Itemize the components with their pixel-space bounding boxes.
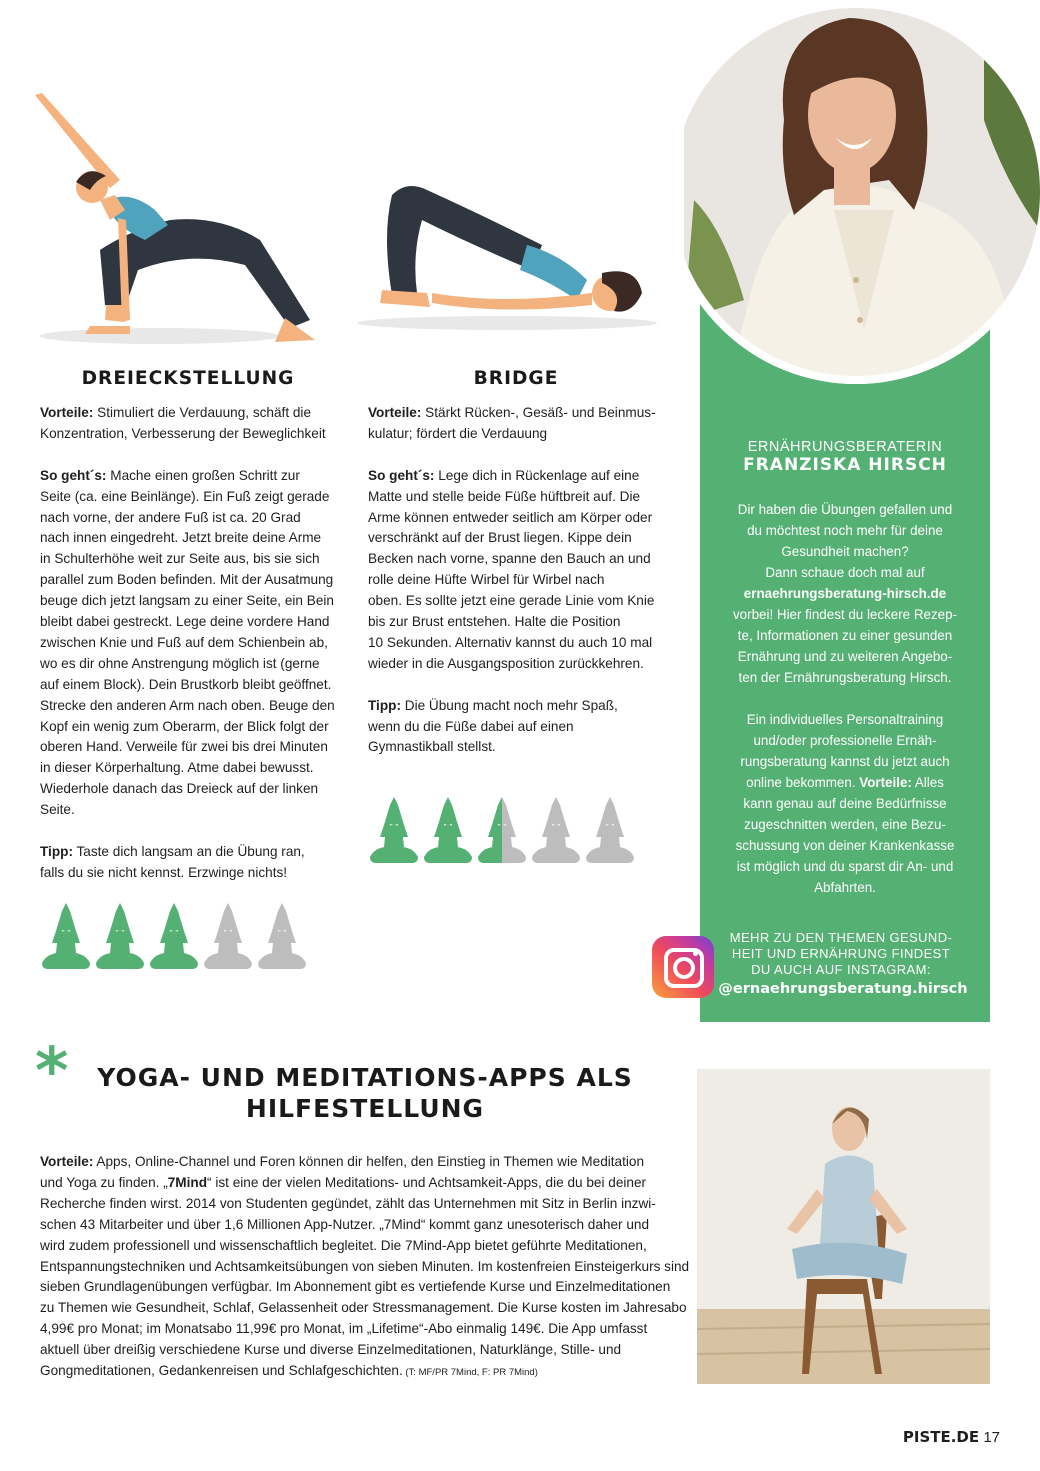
triangle-pose-illustration	[30, 90, 330, 350]
lotus-rating-icon	[148, 903, 200, 971]
instagram-promo: MEHR ZU DEN THEMEN GESUND- HEIT UND ERNÄHRUNG FINDEST DU AUCH AUF INSTAGRAM:	[729, 930, 953, 977]
pose1-text: Vorteile: Stimuliert die Verdauung, schäft die Konzentration, Verbesserung der Beweglichkeit So geht´s: Mache einen großen Schritt zur Seite (ca. eine Beinlänge). Ein Fuß zeigt gerade nach vorne, der andere Fuß ist ca. 20 Grad nach innen eingedreht. Jetzt breite deine Arme in Schulterhöhe weit zur Seite aus, bis sie sich parallel zum Boden befinden. Mit der Ausatmung beuge dich jetzt langsam zu einer Seite, ein Bein bleibt dabei gestreckt. Lege deine vordere Hand zwischen Knie und Fuß auf dem Schienbein ab, wo es dir ohne Anstrengung möglich ist (gerne auf einem Block). Dein Brustkorb bleibt geöffnet. Strecke den anderen Arm nach oben. Beuge den Kopf ein wenig zum Oberarm, der Blick folgt der oberen Hand. Verweile für zwei bis drei Minuten in dieser Körperhaltung. Atme dabei bewusst. Wiederhole danach das Dreieck auf der linken Seite. Tipp: Taste dich langsam an die Übung ran, falls du sie nicht kennst. Erzwinge nichts!	[40, 405, 335, 880]
page-footer	[840, 1428, 1000, 1446]
pose1-difficulty-rating	[40, 903, 310, 971]
apps-body-line: Gongmeditationen, Gedankenreisen und Schlafgeschichten. (T: MF/PR 7Mind, F: PR 7Mind)	[40, 1363, 538, 1379]
apps-body-line: Vorteile: Apps, Online-Channel und Foren können dir helfen, den Einstieg in Themen wie Meditation	[40, 1154, 645, 1169]
advisor-info-text: Dir haben die Übungen gefallen und du möchtest noch mehr für deine Gesundheit machen? Dann schaue doch mal auf ernaehrungsberatung-hirsch.de vorbei! Hier findest du leckere Rezep- te, Informationen zu einer gesunden Ernährung und zu weiteren Angebo- ten der Ernährungsberatung Hirsch. Ein individuelles Personaltraining und/oder professionelle Ernäh- rungsberatung kannst du jetzt auch online bekommen. Vorteile: Alles kann genau auf deine Bedürfnisse zugeschnitten werden, eine Bezu- schussung von deiner Krankenkasse ist möglich und du sparst dir An- und Abfahrten.	[706, 499, 984, 898]
apps-body-line: sieben Grundlagenübungen verfügbar. Im Abonnement gibt es vertiefende Kurse und Einzelmeditationen	[40, 1279, 671, 1295]
lotus-rating-icon	[584, 797, 636, 865]
lotus-rating-icon	[40, 903, 92, 971]
instagram-icon[interactable]	[652, 936, 714, 998]
apps-body-line: 4,99€ pro Monat; im Monatsabo 11,99€ pro Monat, im „Lifetime“-Abo einmalig 149€. Die App umfasst	[40, 1321, 648, 1337]
pose2-tipp-label: Tipp:	[368, 697, 401, 713]
lotus-rating-icon	[256, 903, 308, 971]
advisor-name: FRANZISKA HIRSCH	[743, 455, 947, 475]
apps-body	[40, 1152, 690, 1384]
pose2-vorteile-label: Vorteile:	[368, 405, 422, 420]
photo-credit: (T: MF/PR 7Mind, F: PR 7Mind)	[402, 1367, 538, 1379]
advisor-portrait	[684, 0, 1040, 390]
lotus-rating-icon	[530, 797, 582, 865]
lotus-rating-icon	[422, 797, 474, 865]
pose2-title: BRIDGE	[473, 368, 559, 389]
apps-body-line: schen 43 Mitarbeiter und über 1,6 Millionen App-Nutzer. „7Mind“ kommt ganz unesoterisch daher und	[40, 1216, 650, 1232]
meditation-photo	[697, 1069, 990, 1384]
asterisk-icon: *	[35, 1035, 69, 1109]
apps-body-line: aktuell über dreißig verschiedene Kurse und diverse Einzelmeditationen, Naturklänge, Stille- und	[40, 1342, 622, 1358]
apps-body-line: und Yoga zu finden. „7Mind“ ist eine der vielen Meditations- und Achtsamkeit-Apps, die du bei deiner	[40, 1174, 647, 1190]
pose1-vorteile-label: Vorteile:	[40, 405, 94, 420]
pose1-title: DREIECKSTELLUNG	[81, 368, 295, 389]
lotus-rating-icon	[94, 903, 146, 971]
apps-title: YOGA- UND MEDITATIONS-APPS ALS HILFESTELLUNG	[97, 1063, 633, 1123]
footer-site: PISTE.DE	[902, 1428, 980, 1446]
advisor-website-link[interactable]: ernaehrungsberatung-hirsch.de	[743, 586, 947, 601]
lotus-rating-icon	[476, 797, 528, 865]
pose1-tipp-label: Tipp:	[40, 844, 73, 859]
apps-body-line: wird zudem professionell und wissenschaftlich begleitet. Die 7Mind-App bietet geführte Meditationen,	[40, 1237, 647, 1253]
advisor-role: ERNÄHRUNGSBERATERIN	[747, 439, 943, 455]
page-number: 17	[983, 1429, 1000, 1446]
apps-body-line: zu Themen wie Gesundheit, Schlaf, Gelassenheit oder Stressmanagement. Die Kurse kosten im Jahresabo	[40, 1300, 687, 1316]
instagram-handle[interactable]: @ernaehrungsberatung.hirsch	[718, 981, 968, 997]
pose2-text: Vorteile: Stärkt Rücken-, Gesäß- und Beinmus- kulatur; fördert die Verdauung So geht´s: Lege dich in Rückenlage auf eine Matte und stelle beide Füße hüftbreit auf. Die Arme können entweder seitlich am Körper oder verschränkt auf der Brust liegen. Kippe dein Becken nach vorne, spanne den Bauch an und rolle deine Hüfte Wirbel für Wirbel nach oben. Es sollte jetzt eine gerade Linie vom Knie bis zur Brust entstehen. Halte die Position 10 Sekunden. Alternativ kannst du auch 10 mal wieder in die Ausgangsposition zurückkehren. Tipp: Die Übung macht noch mehr Spaß, wenn du die Füße dabei auf einen Gymnastikball stellst.	[368, 405, 656, 755]
pose2-geht-label: So geht´s:	[368, 467, 435, 483]
apps-body-line: Recherche finden wirst. 2014 von Studenten gegündet, zählt das Unternehmen mit Sitz in Berlin inzwi-	[40, 1195, 656, 1211]
lotus-rating-icon	[368, 797, 420, 865]
pose1-geht-label: So geht´s:	[40, 467, 107, 483]
pose2-difficulty-rating	[368, 797, 638, 865]
apps-body-line: Entspannungstechniken und Achtsamkeitsübungen von sieben Minuten. Im kostenfreien Einsteigerkurs sind	[40, 1258, 690, 1274]
bridge-pose-illustration	[352, 175, 662, 335]
lotus-rating-icon	[202, 903, 254, 971]
